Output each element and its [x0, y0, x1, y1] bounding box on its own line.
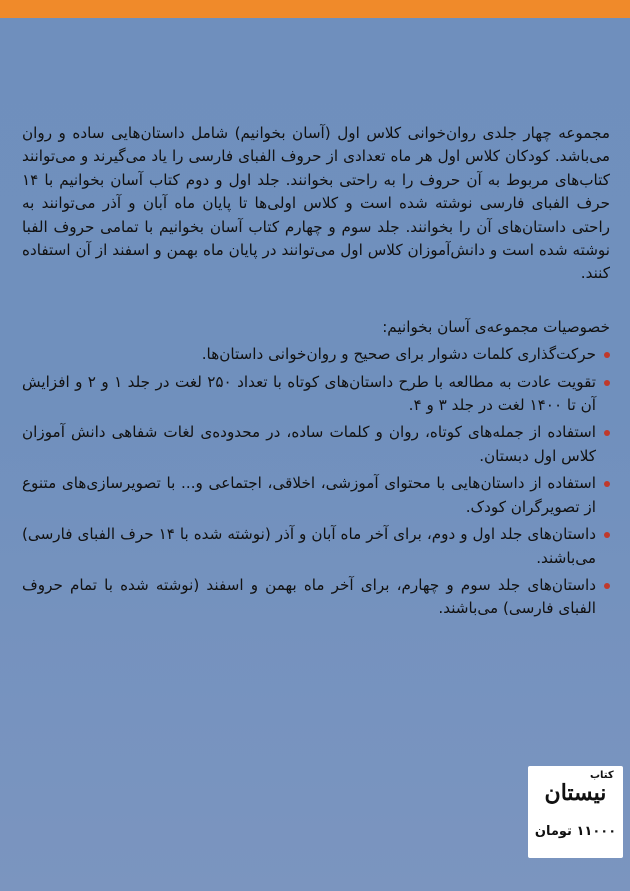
price-label: ۱۱۰۰۰ تومان	[534, 824, 617, 839]
list-item: استفاده از جمله‌های کوتاه، روان و کلمات ساده، در محدوده‌ی لغات شفاهی دانش آموزان کلاس اول دبستان.	[22, 421, 610, 468]
list-item: داستان‌های جلد اول و دوم، برای آخر ماه آبان و آذر (نوشته شده با ۱۴ حرف الفبای فارسی) می‌باشند.	[22, 523, 610, 570]
bullet-icon	[604, 481, 610, 487]
features-list	[22, 343, 610, 620]
publisher-logo: نیستان	[544, 780, 607, 806]
back-cover-text	[22, 122, 610, 625]
bullet-icon	[604, 430, 610, 436]
list-item: داستان‌های جلد سوم و چهارم، برای آخر ماه بهمن و اسفند (نوشته شده با تمام حروف الفبای فارسی) می‌باشند.	[22, 574, 610, 621]
features-title: خصوصیات مجموعه‌ی آسان بخوانیم:	[382, 317, 610, 336]
intro-paragraph: مجموعه چهار جلدی روان‌خوانی کلاس اول (آسان بخوانیم) شامل داستان‌هایی ساده و روان می‌باشد. کودکان کلاس اول هر ماه تعدادی از حروف الفبای فارسی را یاد می‌گیرند و می‌توانند کتاب‌های مربوط به آن حروف را به راحتی بخوانند. جلد اول و دوم کتاب آسان بخوانیم با ۱۴ حرف الفبای فارسی نوشته شده است و کلاس اولی‌ها تا پایان ماه آبان و آذر می‌توانند به راحتی داستان‌های آن را بخوانند. جلد سوم و چهارم کتاب آسان بخوانیم با تمامی حروف الفبا نوشته شده است و دانش‌آموزان کلاس اول می‌توانند در پایان ماه بهمن و اسفند از آن استفاده کنند.	[22, 124, 610, 283]
bullet-icon	[604, 352, 610, 358]
bullet-icon	[604, 380, 610, 386]
bullet-icon	[604, 532, 610, 538]
list-item: استفاده از داستان‌هایی با محتوای آموزشی، اخلاقی، اجتماعی و... با تصویرسازی‌های متنوع از تصویرگران کودک.	[22, 472, 610, 519]
list-item: تقویت عادت به مطالعه با طرح داستان‌های کوتاه با تعداد ۲۵۰ لغت در جلد ۱ و ۲ و افزایش آن تا ۱۴۰۰ لغت در جلد ۳ و ۴.	[22, 371, 610, 418]
list-item: حرکت‌گذاری کلمات دشوار برای صحیح و روان‌خوانی داستان‌ها.	[22, 343, 610, 366]
top-orange-band	[0, 0, 630, 18]
publisher-price-box	[528, 766, 623, 858]
bullet-icon	[604, 583, 610, 589]
publisher-logo-small: کتاب	[590, 770, 614, 781]
